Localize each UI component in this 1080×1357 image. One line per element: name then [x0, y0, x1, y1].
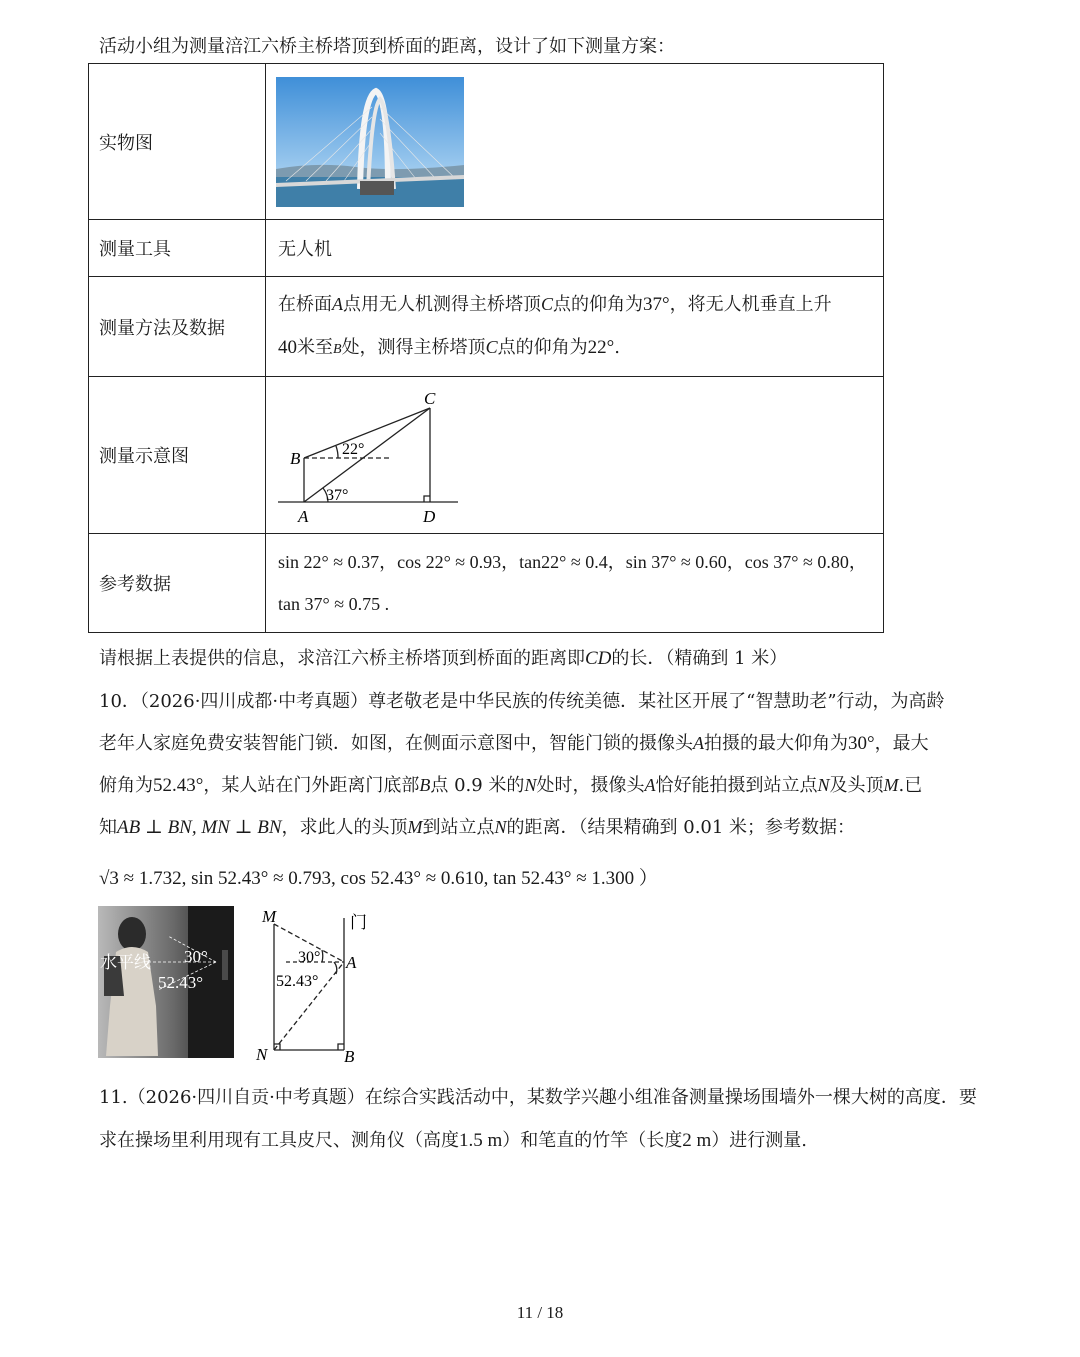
row-label: 实物图	[89, 64, 266, 220]
intro-text: 活动小组为测量涪江六桥主桥塔顶到桥面的距离，设计了如下测量方案：	[99, 36, 675, 57]
angle-37: 37°	[326, 487, 349, 504]
page-number: 11 / 18	[516, 1303, 564, 1322]
side-view-diagram	[252, 904, 382, 1066]
photo-horizontal-label: 水平线	[100, 953, 151, 973]
tool-value: 无人机	[266, 220, 884, 277]
q10-line3: 俯角为52.43°，某人站在门外距离门底部B点 0.9 米的N处时，摄像头A恰好能拍摄到站立点N及头顶M.已	[99, 775, 923, 796]
bridge-photo	[276, 77, 464, 207]
door-lock-photo	[98, 906, 234, 1058]
measurement-plan-table	[88, 63, 884, 633]
row-label: 参考数据	[89, 534, 266, 633]
label-m: M	[262, 907, 277, 926]
table-row	[89, 377, 884, 534]
door-label: 门	[350, 913, 367, 933]
angle-30: 30°	[298, 949, 321, 966]
angle-22: 22°	[342, 441, 365, 458]
label-d: D	[423, 507, 436, 526]
q11-line2: 求在操场里利用现有工具皮尺、测角仪（高度1.5 m）和笔直的竹竿（长度2 m）进行测量.	[99, 1130, 808, 1151]
table-row	[89, 220, 884, 277]
measurement-diagram	[278, 380, 478, 530]
label-a: A	[298, 507, 309, 526]
q10-reference-data: √3 ≈ 1.732, sin 52.43° ≈ 0.793, cos 52.43° ≈ 0.610, tan 52.43° ≈ 1.300 ）	[99, 868, 658, 889]
angle-52: 52.43°	[276, 973, 319, 990]
label-a2: A	[346, 953, 357, 972]
q10-line1: 10．（2026·四川成都·中考真题）尊老敬老是中华民族的传统美德．某社区开展了“智慧助老”行动，为高龄	[99, 691, 945, 712]
method-text: 在桥面A点用无人机测得主桥塔顶C点的仰角为37°，将无人机垂直上升 40米至B处，测得主桥塔顶C点的仰角为22°.	[266, 277, 884, 377]
table-row	[89, 534, 884, 633]
row-label: 测量工具	[89, 220, 266, 277]
table-row	[89, 277, 884, 377]
label-b2: B	[344, 1047, 355, 1066]
photo-angle-52: 52.43°	[158, 973, 204, 992]
label-c: C	[424, 389, 436, 408]
photo-angle-30: 30°	[184, 947, 208, 966]
row-label: 测量方法及数据	[89, 277, 266, 377]
label-n: N	[256, 1045, 268, 1064]
row-label: 测量示意图	[89, 377, 266, 534]
label-b: B	[290, 449, 301, 468]
q11-line1: 11.（2026·四川自贡·中考真题）在综合实践活动中，某数学兴趣小组准备测量操场围墙外一棵大树的高度．要	[99, 1087, 977, 1108]
bridge-photo-cell	[266, 64, 884, 220]
table-row	[89, 64, 884, 220]
question-9-ask: 请根据上表提供的信息，求涪江六桥主桥塔顶到桥面的距离即CD的长．（精确到 1 米）	[99, 648, 788, 669]
diagram-cell	[266, 377, 884, 534]
q10-line2: 老年人家庭免费安装智能门锁．如图，在侧面示意图中，智能门锁的摄像头A拍摄的最大仰角为30°，最大	[99, 733, 929, 754]
reference-data: sin 22° ≈ 0.37，cos 22° ≈ 0.93，tan22° ≈ 0.4，sin 37° ≈ 0.60，cos 37° ≈ 0.80， tan 37° ≈ 0.75 .	[266, 534, 884, 633]
q10-line4: 知AB ⊥ BN, MN ⊥ BN，求此人的头顶M到站立点N的距离．（结果精确到 0.01 米；参考数据：	[99, 817, 856, 838]
